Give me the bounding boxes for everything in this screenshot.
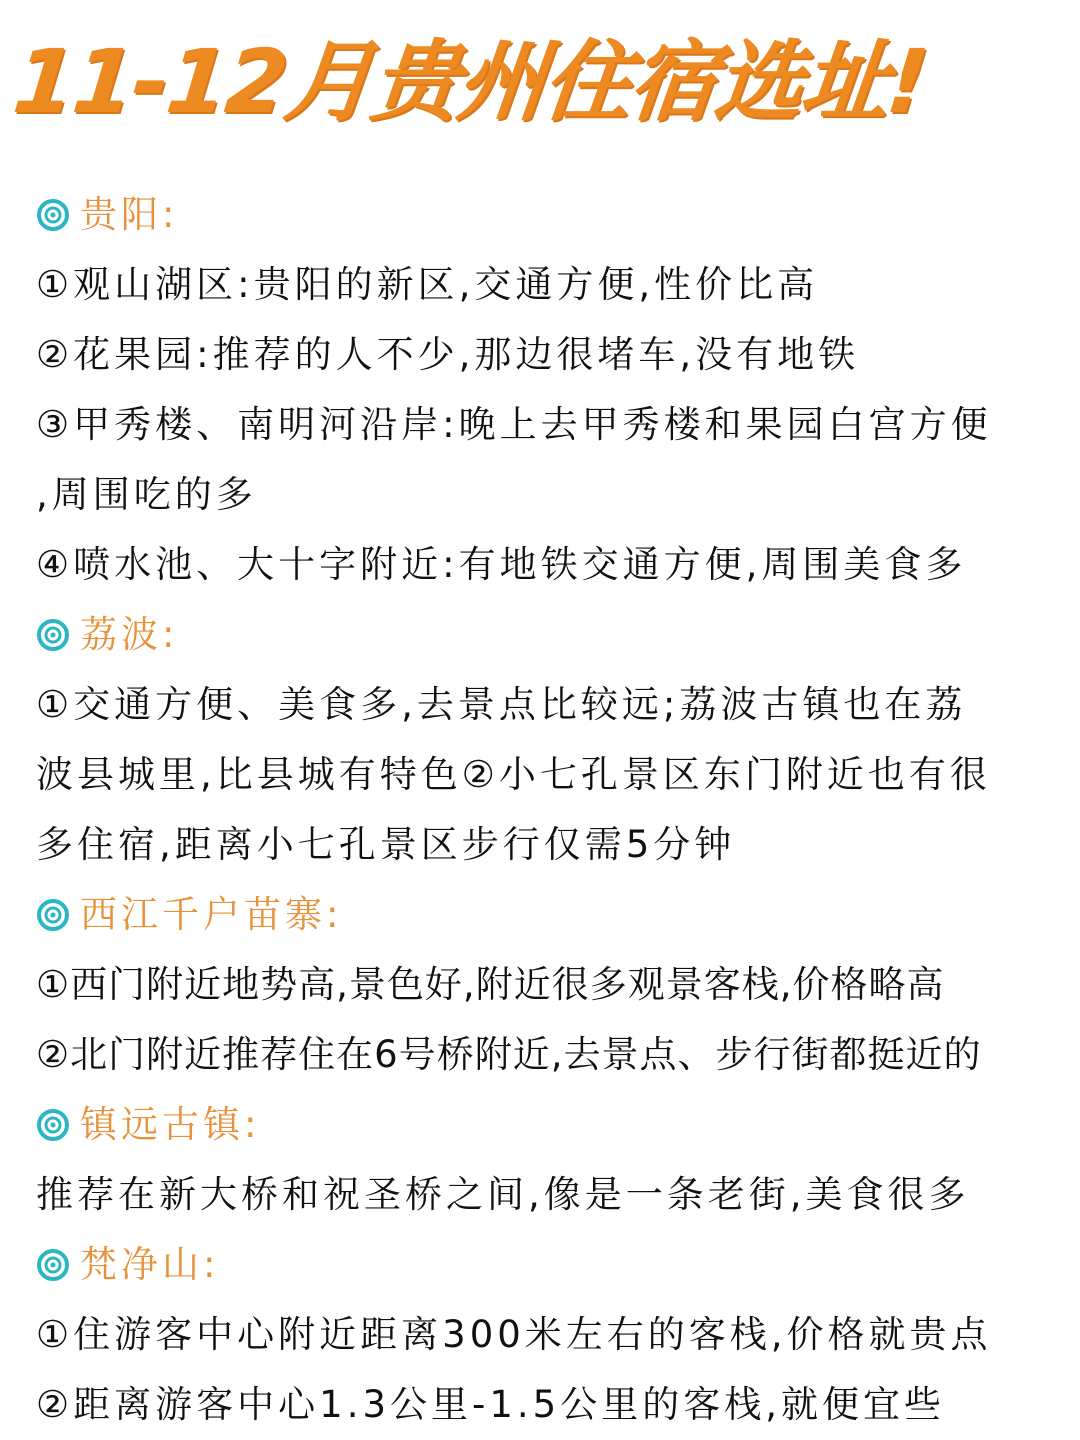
text-line: ④喷水池、大十字附近:有地铁交通方便,周围美食多: [36, 543, 967, 586]
section-heading-libo: [36, 600, 1056, 670]
section-heading-zhenyuan: [36, 1090, 1056, 1160]
text-line: 推荐在新大桥和祝圣桥之间,像是一条老街,美食很多: [36, 1173, 970, 1216]
section-heading-xijiang: [36, 880, 1056, 950]
text-line: ①交通方便、美食多,去景点比较远;荔波古镇也在荔: [36, 683, 967, 726]
page-title: 11-12月贵州住宿选址!: [8, 30, 932, 133]
swirl-icon: [36, 898, 70, 932]
text-line: ①观山湖区:贵阳的新区,交通方便,性价比高: [36, 263, 819, 306]
swirl-icon: [36, 618, 70, 652]
text-line: ③甲秀楼、南明河沿岸:晚上去甲秀楼和果园白宫方便: [36, 403, 992, 446]
swirl-icon: [36, 198, 70, 232]
text-line: 波县城里,比县城有特色②小七孔景区东门附近也有很: [36, 753, 991, 796]
text-line: ②花果园:推荐的人不少,那边很堵车,没有地铁: [36, 333, 860, 376]
section-heading-fanjingshan: [36, 1230, 1056, 1300]
text-line: ①住游客中心附近距离300米左右的客栈,价格就贵点: [36, 1313, 992, 1356]
text-line: ②北门附近推荐住在6号桥附近,去景点、步行街都挺近的: [36, 1033, 982, 1076]
section-heading-text: 荔波:: [80, 613, 179, 656]
text-line: ②距离游客中心1.3公里-1.5公里的客栈,就便宜些: [36, 1383, 945, 1426]
text-line: ①西门附近地势高,景色好,附近很多观景客栈,价格略高: [36, 963, 945, 1006]
swirl-icon: [36, 1108, 70, 1142]
section-heading-guiyang: [36, 180, 1056, 250]
text-line: ,周围吃的多: [36, 473, 257, 516]
section-heading-text: 镇远古镇:: [80, 1103, 261, 1146]
swirl-icon: [36, 1248, 70, 1282]
section-heading-text: 西江千户苗寨:: [80, 893, 343, 936]
section-heading-text: 梵净山:: [80, 1243, 220, 1286]
section-heading-text: 贵阳:: [80, 193, 179, 236]
text-line: 多住宿,距离小七孔景区步行仅需5分钟: [36, 823, 736, 866]
content-body: [36, 180, 1056, 1440]
